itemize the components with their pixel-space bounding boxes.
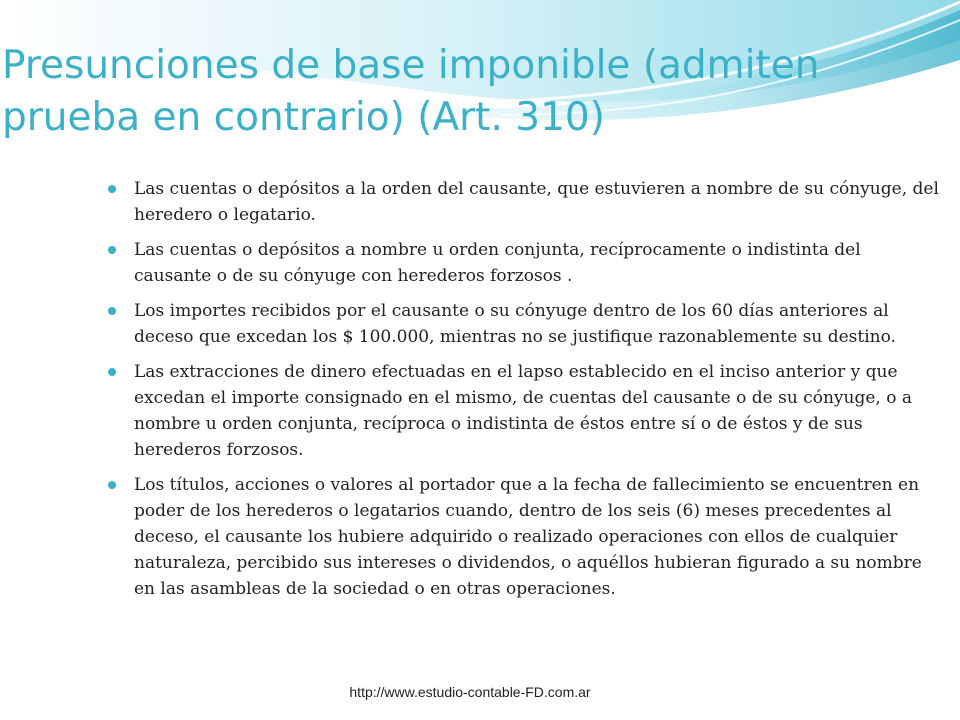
bullet-item <box>104 176 940 228</box>
bullet-text: Los importes recibidos por el causante o su cónyuge dentro de los 60 días anteriores al deceso que excedan los $ 100.000, mientras no se justifique razonablemente su destino. <box>134 301 896 347</box>
bullet-text: Las extracciones de dinero efectuadas en el lapso establecido en el inciso anterior y que excedan el importe consignado en el mismo, de cuentas del causante o de su cónyuge, o a nombre u orden conjunta, recíproca o indistinta de éstos entre sí o de éstos y de sus herederos forzosos. <box>134 362 912 460</box>
bullet-text: Las cuentas o depósitos a nombre u orden conjunta, recíprocamente o indistinta del causante o de su cónyuge con herederos forzosos . <box>134 240 861 286</box>
footer-url[interactable]: http://www.estudio-contable-FD.com.ar <box>349 684 591 700</box>
bullet-list <box>104 176 940 611</box>
footer <box>0 684 960 700</box>
bullet-item <box>104 298 940 350</box>
bullet-item <box>104 472 940 602</box>
slide-title: Presunciones de base imponible (admiten prueba en contrario) (Art. 310) <box>2 43 820 140</box>
bullet-icon <box>108 246 116 254</box>
bullet-text: Los títulos, acciones o valores al portador que a la fecha de fallecimiento se encuentren en poder de los herederos o legatarios cuando, dentro de los seis (6) meses precedentes al deceso, el causante los hubiere adquirido o realizado operaciones con ellos de cualquier naturaleza, percibido sus intereses o dividendos, o aquéllos hubieran figurado a su nombre en las asambleas de la sociedad o en otras operaciones. <box>134 475 922 599</box>
bullet-icon <box>108 307 116 315</box>
bullet-icon <box>108 368 116 376</box>
bullet-icon <box>108 185 116 193</box>
bullet-item <box>104 359 940 463</box>
bullet-icon <box>108 481 116 489</box>
bullet-item <box>104 237 940 289</box>
bullet-text: Las cuentas o depósitos a la orden del causante, que estuvieren a nombre de su cónyuge, del heredero o legatario. <box>134 179 939 225</box>
